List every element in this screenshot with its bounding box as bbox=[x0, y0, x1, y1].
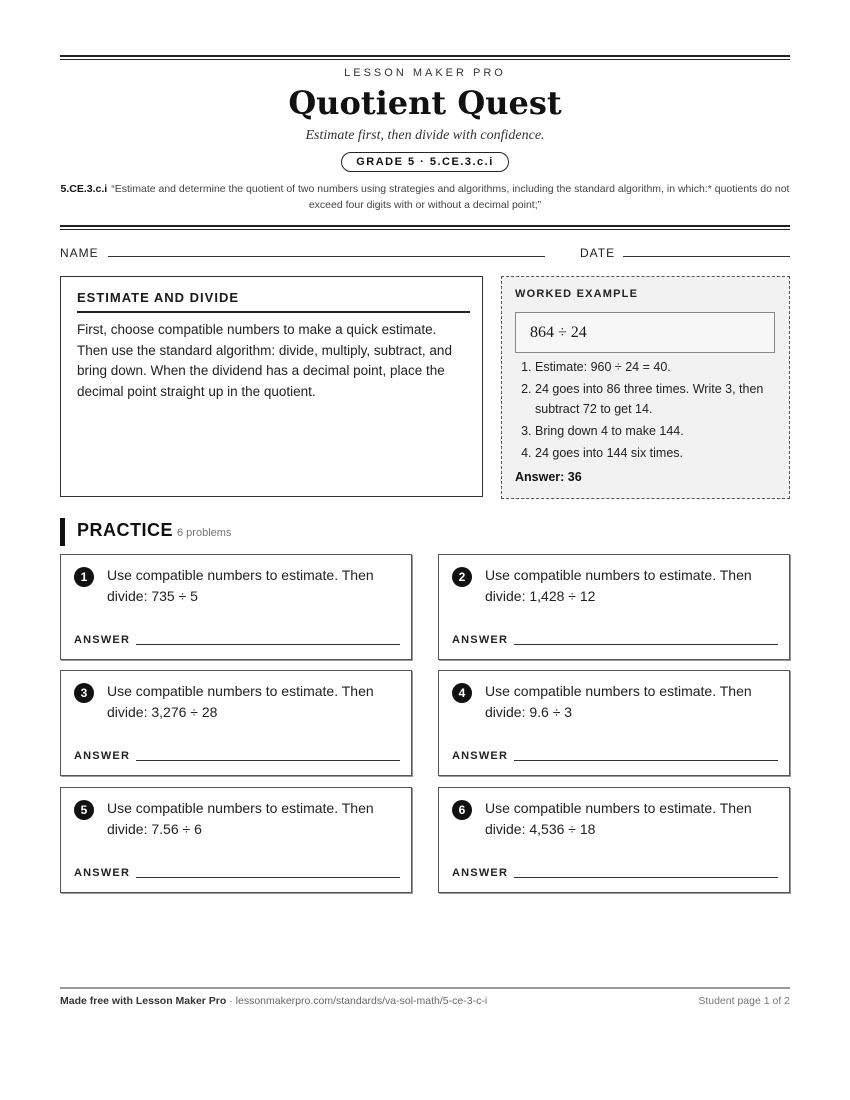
practice-heading: PRACTICE bbox=[77, 520, 174, 540]
standard-text: “Estimate and determine the quotient of two numbers using strategies and algorithms, including the standard algorithm, in which:* quotients do not exceed four digits with or without a decimal point;” bbox=[111, 183, 790, 211]
name-field[interactable] bbox=[108, 256, 545, 257]
problem-text: Use compatible numbers to estimate. Then divide: 1,428 ÷ 12 bbox=[485, 567, 752, 604]
problem-text: Use compatible numbers to estimate. Then divide: 735 ÷ 5 bbox=[107, 567, 374, 604]
top-double-rule bbox=[60, 55, 790, 60]
problem-number-badge: 3 bbox=[74, 683, 94, 703]
answer-label: ANSWER bbox=[74, 867, 131, 879]
answer-label: ANSWER bbox=[452, 750, 509, 762]
name-label: NAME bbox=[60, 246, 99, 260]
header-bottom-double-rule bbox=[60, 225, 790, 230]
page-title: Quotient Quest bbox=[288, 84, 562, 122]
standard-code: 5.CE.3.c.i bbox=[60, 183, 108, 195]
footer-url: · lessonmakerpro.com/standards/va-sol-math/5-ce-3-c-i bbox=[226, 995, 488, 1007]
problem-text: Use compatible numbers to estimate. Then divide: 7.56 ÷ 6 bbox=[107, 800, 374, 837]
problem-card-6 bbox=[438, 787, 790, 893]
worked-example-step: 3. Bring down 4 to make 144. bbox=[535, 421, 785, 441]
answer-label: ANSWER bbox=[74, 750, 131, 762]
footer-page-number: Student page 1 of 2 bbox=[698, 995, 790, 1007]
worked-example-box bbox=[501, 276, 790, 499]
problem-text: Use compatible numbers to estimate. Then divide: 3,276 ÷ 28 bbox=[107, 683, 374, 720]
problem-text: Use compatible numbers to estimate. Then divide: 4,536 ÷ 18 bbox=[485, 800, 752, 837]
answer-field[interactable] bbox=[136, 877, 400, 878]
answer-field[interactable] bbox=[514, 644, 778, 645]
answer-field[interactable] bbox=[514, 877, 778, 878]
answer-field[interactable] bbox=[136, 644, 400, 645]
problem-card-4 bbox=[438, 670, 790, 776]
grade-standard-badge: GRADE 5 · 5.CE.3.c.i bbox=[341, 152, 509, 172]
instructions-box bbox=[60, 276, 483, 497]
worked-example-steps bbox=[515, 357, 785, 465]
instructions-body: First, choose compatible numbers to make a quick estimate. Then use the standard algorithm: divide, multiply, subtract, and bring down. When the dividend has a decimal point, place the decimal point straight up in the quotient. bbox=[77, 322, 452, 399]
problem-card-1 bbox=[60, 554, 412, 660]
problem-card-5 bbox=[60, 787, 412, 893]
problem-number-badge: 1 bbox=[74, 567, 94, 587]
worked-example-answer: Answer: 36 bbox=[515, 470, 582, 484]
answer-label: ANSWER bbox=[452, 634, 509, 646]
worked-example-step: 4. 24 goes into 144 six times. bbox=[535, 443, 785, 463]
problem-number-badge: 5 bbox=[74, 800, 94, 820]
footer-credit bbox=[60, 995, 487, 1007]
date-field[interactable] bbox=[623, 256, 790, 257]
problem-number-badge: 6 bbox=[452, 800, 472, 820]
answer-label: ANSWER bbox=[74, 634, 131, 646]
standard-description bbox=[60, 181, 790, 213]
problem-number-badge: 4 bbox=[452, 683, 472, 703]
worked-example-heading: WORKED EXAMPLE bbox=[515, 288, 639, 300]
problem-card-2 bbox=[438, 554, 790, 660]
worked-example-step: 2. 24 goes into 86 three times. Write 3, then subtract 72 to get 14. bbox=[535, 379, 785, 419]
footer-rule bbox=[60, 987, 790, 989]
practice-count: 6 problems bbox=[177, 527, 232, 539]
answer-field[interactable] bbox=[514, 760, 778, 761]
page-subtitle: Estimate first, then divide with confidence. bbox=[305, 128, 545, 143]
problem-number-badge: 2 bbox=[452, 567, 472, 587]
worked-example-problem: 864 ÷ 24 bbox=[515, 312, 775, 353]
problem-text: Use compatible numbers to estimate. Then divide: 9.6 ÷ 3 bbox=[485, 683, 752, 720]
name-date-fields bbox=[60, 245, 790, 263]
answer-label: ANSWER bbox=[452, 867, 509, 879]
instructions-heading: ESTIMATE AND DIVIDE bbox=[77, 290, 470, 313]
answer-field[interactable] bbox=[136, 760, 400, 761]
date-label: DATE bbox=[580, 246, 616, 260]
problem-card-3 bbox=[60, 670, 412, 776]
worked-example-step: 1. Estimate: 960 ÷ 24 = 40. bbox=[535, 357, 785, 377]
footer-made-with: Made free with Lesson Maker Pro bbox=[60, 995, 227, 1007]
practice-accent-bar bbox=[60, 518, 65, 546]
brand-label: LESSON MAKER PRO bbox=[344, 67, 506, 79]
